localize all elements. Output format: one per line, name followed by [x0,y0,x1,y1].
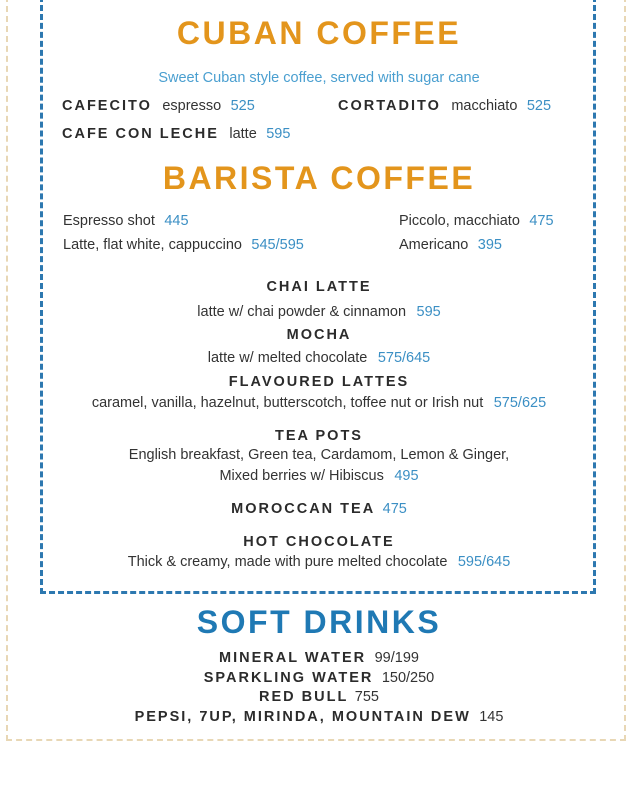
tea-pots-desc-line1: English breakfast, Green tea, Cardamom, Lemon & Ginger, [128,447,510,463]
menu-item-americano [399,236,502,254]
mocha-line [0,349,638,367]
chai-latte-line [0,303,638,321]
barista-coffee-heading: BARISTA COFFEE [162,160,476,196]
item-desc: latte [229,126,257,142]
mocha-name: MOCHA [286,327,352,343]
tea-pots-line2 [0,467,638,485]
item-name: Americano [399,237,469,253]
item-name: MINERAL WATER [219,650,367,666]
cuban-coffee-heading: CUBAN COFFEE [176,15,462,51]
menu-item-cortadito [338,97,551,115]
flavoured-lattes-line [0,394,638,412]
item-price: 595/645 [457,554,511,570]
tea-pots-name: TEA POTS [275,428,363,444]
soft-drink-pepsi [0,708,638,726]
cuban-tagline: Sweet Cuban style coffee, served with sugar cane [158,70,480,86]
item-desc: Thick & creamy, made with pure melted chocolate [127,554,448,570]
hot-chocolate-line [0,553,638,571]
item-desc: Mixed berries w/ Hibiscus [219,468,384,484]
item-price: 150/250 [381,670,435,686]
item-price: 575/625 [493,395,547,411]
menu-item-cafe-con-leche [62,125,290,143]
menu-item-espresso-shot [63,212,189,230]
item-price: 145 [479,709,504,725]
item-price: 525 [230,98,255,114]
item-name: CORTADITO [338,98,441,114]
item-price: 755 [354,689,379,705]
item-desc: latte w/ melted chocolate [207,350,368,366]
soft-drink-mineral-water [0,649,638,667]
item-desc: caramel, vanilla, hazelnut, butterscotch, toffee nut or Irish nut [91,395,484,411]
menu-item-piccolo [399,212,554,230]
item-price: 525 [526,98,552,114]
item-price: 445 [164,213,189,229]
item-price: 475 [529,213,554,229]
item-name: CAFE CON LECHE [62,126,219,142]
item-price: 475 [382,501,407,517]
item-name: Espresso shot [63,213,155,229]
item-name: PEPSI, 7UP, MIRINDA, MOUNTAIN DEW [134,709,471,725]
item-price: 595 [266,126,291,142]
soft-drinks-heading: SOFT DRINKS [196,604,442,640]
moroccan-tea-line [0,500,638,518]
menu-item-cafecito [62,97,255,115]
item-price: 395 [477,237,502,253]
item-desc: latte w/ chai powder & cinnamon [197,304,407,320]
item-name: Latte, flat white, cappuccino [63,237,242,253]
item-price: 545/595 [251,237,304,253]
soft-drink-red-bull [0,688,638,706]
item-name: MOROCCAN TEA [231,501,376,517]
flavoured-lattes-name: FLAVOURED LATTES [228,374,410,390]
item-desc: macchiato [451,98,518,114]
item-price: 595 [416,304,441,320]
hot-chocolate-name: HOT CHOCOLATE [243,534,395,550]
menu-item-latte-flat-white [63,236,304,254]
item-name: SPARKLING WATER [203,670,374,686]
soft-drink-sparkling-water [0,669,638,687]
item-name: RED BULL [259,689,349,705]
item-price: 99/199 [374,650,419,666]
chai-latte-name: CHAI LATTE [266,279,372,295]
item-name: Piccolo, macchiato [399,213,520,229]
item-name: CAFECITO [62,98,152,114]
item-price: 495 [394,468,419,484]
item-price: 575/645 [377,350,431,366]
item-desc: espresso [162,98,222,114]
